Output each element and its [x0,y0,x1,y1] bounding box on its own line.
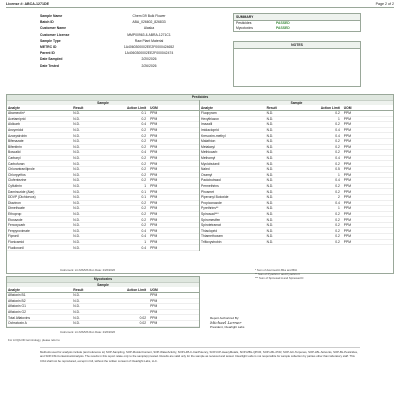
uom-cell: PPM [343,222,393,228]
mycotoxins-sub: Sample [7,282,199,287]
limit-cell: 0.4 [293,178,343,184]
pesticides-left-table [7,105,199,251]
limit-cell: 0.2 [293,183,343,189]
uom-cell: PPM [149,320,199,326]
analyte-cell: Methomyl [200,155,266,161]
info-value: 2/26/2026 [141,63,157,68]
analyte-cell: Acetamiprid [7,116,72,122]
info-value: 1A4060300002EE2F0000424652 [123,44,175,49]
column-header: Result [72,105,99,111]
uom-cell: PPM [343,200,393,206]
analyte-cell: Diazinon [7,200,72,206]
info-key: METRC ID [40,44,57,49]
pesticides-left-footnote: Instrument: LC-MS/MS Run Date: 2/26/2026 [60,268,116,272]
result-cell: N.D. [72,144,99,150]
result-cell: N.D. [72,245,99,251]
uom-cell: PPM [149,144,199,150]
summary-status: PASSED [276,21,290,25]
limit-cell: 0.1 [99,189,149,195]
analyte-cell: Trifloxystrobin [200,239,266,245]
result-cell: N.D. [72,155,99,161]
result-cell: N.D. [72,234,99,240]
analyte-cell: Ochratoxin A [7,320,72,326]
analyte-cell: Etoxazole [7,217,72,223]
analyte-cell: Boscalid [7,150,72,156]
limit-cell: 0.2 [293,189,343,195]
result-cell: N.D. [266,239,293,245]
info-value: MMP00963 & ABRA-1271C1 [127,32,171,37]
analyte-cell: Methiocarb [200,150,266,156]
analyte-cell: Clofentezine [7,178,72,184]
info-key: Batch ID [40,20,54,25]
result-cell: N.D. [266,228,293,234]
license-number: License #: ABCA-1271DE [6,2,50,6]
analyte-cell: Piperonyl Butoxide [200,194,266,200]
pesticides-panel [6,94,394,274]
limit-cell: 0.2 [293,161,343,167]
uom-cell: PPM [343,133,393,139]
column-header: Action Limit [99,287,149,293]
uom-cell: PPM [149,211,199,217]
uom-cell: PPM [343,111,393,117]
info-value: ABA_026602_826833 [132,20,166,25]
footnote-line: *** Sum of Spinosad A and Spinosad D [255,276,304,280]
column-header: Analyte [200,105,266,111]
uom-cell: PPM [149,133,199,139]
pesticides-right-footnotes [255,268,303,280]
result-cell: N.D. [266,194,293,200]
limit-cell: 0.2 [99,133,149,139]
analyte-cell: Aflatoxin B1 [7,293,72,299]
mycotoxins-footnote: Instrument: LC-MS/MS Run Date: 2/26/2026 [60,330,116,334]
result-cell: N.D. [266,161,293,167]
uom-cell: PPM [149,161,199,167]
limit-cell: 0.2 [99,178,149,184]
analyte-cell: Thiacloprid [200,228,266,234]
result-cell: N.D. [72,189,99,195]
result-cell: N.D. [72,320,99,326]
uom-cell: PPM [149,315,199,321]
limit-cell: 0.2 [99,138,149,144]
uom-cell: PPM [343,138,393,144]
analyte-cell: Spiromesifen [200,217,266,223]
limit-cell: 0.4 [293,127,343,133]
limit-cell: 0.4 [293,155,343,161]
analyte-cell: Phosmet [200,189,266,195]
uom-cell: PPM [343,150,393,156]
info-value: Raw Plant Material [134,38,164,43]
limit-cell: 0.4 [99,228,149,234]
analyte-cell: Kresoxim-methyl [200,133,266,139]
analyte-cell: DDVP (Dichlorvos) [7,194,72,200]
uom-cell: PPM [149,304,199,310]
pesticides-right-table [200,105,393,245]
result-cell: N.D. [266,122,293,128]
uom-cell: PPM [149,122,199,128]
uom-cell: PPM [149,189,199,195]
analyte-cell: Fipronil [7,234,72,240]
notes-title: NOTES [234,42,360,49]
uom-cell: PPM [149,293,199,299]
analyte-cell: Total Aflatoxins [7,315,72,321]
result-cell: N.D. [266,178,293,184]
limit-cell: 0.2 [293,150,343,156]
analyte-cell: Cyfluthrin [7,183,72,189]
limit-cell: 0.2 [293,144,343,150]
limit-cell: 0.2 [293,239,343,245]
analyte-cell: Carbofuran [7,161,72,167]
limit-cell: 0.2 [99,217,149,223]
uom-cell: PPM [149,217,199,223]
uom-cell: PPM [149,172,199,178]
uom-cell: PPM [149,206,199,212]
result-cell: N.D. [72,172,99,178]
uom-cell: PPM [343,206,393,212]
limit-cell: 0.02 [99,320,149,326]
uom-cell: PPM [149,200,199,206]
limit-cell: 0.4 [293,133,343,139]
analyte-cell: Spinosad*** [200,211,266,217]
info-key: Sample Type [40,38,61,43]
uom-cell: PPM [149,178,199,184]
uom-cell: PPM [149,239,199,245]
info-key: Sample Name [40,14,63,18]
result-cell: N.D. [72,178,99,184]
column-header: Result [72,287,99,293]
analyte-cell: Ethoprop [7,211,72,217]
result-cell: N.D. [266,150,293,156]
result-cell: N.D. [266,222,293,228]
result-cell: N.D. [72,315,99,321]
summary-status: PASSED [276,26,290,30]
uom-cell: PPM [149,127,199,133]
analyte-cell: Ancymidol [7,127,72,133]
limit-cell: 0.1 [99,194,149,200]
info-row [40,63,210,69]
info-key: Date Tested [40,63,59,68]
result-cell: N.D. [266,234,293,240]
uom-cell: PPM [343,234,393,240]
analyte-cell: Bifenazate [7,138,72,144]
analyte-cell: Flonicamid [7,239,72,245]
summary-title: SUMMARY [234,14,360,21]
limit-cell: 0.4 [99,234,149,240]
analyte-cell: Fenpyroximate [7,228,72,234]
limit-cell: 0.2 [293,228,343,234]
analyte-cell: Pyrethrins** [200,206,266,212]
result-cell: N.D. [266,166,293,172]
limit-cell: 0.2 [99,222,149,228]
column-header: Result [266,105,293,111]
limit-cell: 1 [293,116,343,122]
analyte-cell: Fenoxycarb [7,222,72,228]
analyte-cell: Imidacloprid [200,127,266,133]
analyte-cell: Aldicarb [7,122,72,128]
column-header: Analyte [7,287,72,293]
analyte-cell: Permethrins [200,183,266,189]
uom-cell: PPM [149,111,199,117]
info-value: 2/20/2026 [141,57,157,62]
result-cell: N.D. [72,298,99,304]
footnote-line: ** Sum of Pyrethrin I and Pyrethrin II [255,272,301,276]
result-cell: N.D. [266,206,293,212]
page-number: Page 2 of 2 [375,2,394,6]
analyte-cell: Carbaryl [7,155,72,161]
result-cell: N.D. [72,138,99,144]
result-cell: N.D. [72,217,99,223]
result-cell: N.D. [72,211,99,217]
limit-cell: 0.4 [99,245,149,251]
pesticides-right-title: Sample [200,100,393,105]
column-header: UOM [149,105,199,111]
uom-cell: PPM [149,138,199,144]
limit-cell: 0.2 [99,155,149,161]
limit-cell: 0.4 [293,200,343,206]
result-cell: N.D. [266,172,293,178]
result-cell: N.D. [266,200,293,206]
mycotoxins-panel [6,276,200,328]
info-value: 1A4060300002EE2F000042474 [124,51,174,56]
result-cell: N.D. [72,122,99,128]
analyte-cell: Propiconazole [200,200,266,206]
analyte-cell: Fludioxonil [7,245,72,251]
uom-cell: PPM [149,309,199,315]
analyte-cell: Chlorpyrifos [7,172,72,178]
limit-cell: 0.2 [293,222,343,228]
analyte-cell: Myclobutanil [200,161,266,167]
result-cell: N.D. [72,222,99,228]
summary-key: Mycotoxins [236,26,253,30]
uom-cell: PPM [343,217,393,223]
uom-cell: PPM [343,194,393,200]
uom-cell: PPM [343,183,393,189]
result-cell: N.D. [72,166,99,172]
analyte-cell: Aflatoxin B2 [7,298,72,304]
limit-cell: 1 [99,239,149,245]
uom-cell: PPM [343,116,393,122]
pesticides-left-title: Sample [7,100,199,105]
uom-cell: PPM [343,127,393,133]
limit-cell: 0.2 [293,111,343,117]
result-cell: N.D. [72,194,99,200]
table-row [7,245,199,251]
analyte-cell: Abamectin* [7,111,72,117]
uom-cell: PPM [343,122,393,128]
uom-cell: PPM [343,172,393,178]
limit-cell: 0.2 [99,116,149,122]
result-cell: N.D. [72,150,99,156]
uom-cell: PPM [149,183,199,189]
mycotoxins-table [7,287,199,327]
page-header [6,2,394,8]
limit-cell: 0.4 [99,122,149,128]
uom-cell: PPM [149,116,199,122]
result-cell: N.D. [266,211,293,217]
result-cell: N.D. [72,206,99,212]
limit-cell: 2 [293,194,343,200]
info-value: Alaska [143,26,155,31]
result-cell: N.D. [266,183,293,189]
limit-cell: 0.2 [99,144,149,150]
uom-cell: PPM [343,211,393,217]
result-cell: N.D. [72,183,99,189]
footnote-line: * Sum of Avermectin B1a and B1b [255,268,298,272]
result-cell: N.D. [72,116,99,122]
result-cell: N.D. [72,304,99,310]
analyte-cell: Metalaxyl [200,144,266,150]
analyte-cell: Aflatoxin G2 [7,309,72,315]
analyte-cell: Chlorantraniliprole [7,166,72,172]
result-cell: N.D. [72,127,99,133]
info-value: Chem D9 Bulk Flower [132,14,166,18]
limit-cell: 0.4 [99,150,149,156]
mycotoxins-title: Mycotoxins [7,277,199,282]
info-key: Date Sampled [40,57,63,62]
uom-cell: PPM [149,222,199,228]
analyte-cell: Hexythiazox [200,116,266,122]
result-cell: N.D. [72,228,99,234]
analyte-cell: Imazalil [200,122,266,128]
result-cell: N.D. [72,161,99,167]
result-cell: N.D. [72,133,99,139]
table-row [200,239,393,245]
uom-cell: PPM [343,189,393,195]
info-key: Parent ID [40,51,55,56]
limit-cell: 0.1 [99,111,149,117]
limit-cell: 1 [99,183,149,189]
pesticides-right [200,100,393,251]
uom-cell: PPM [343,178,393,184]
uom-cell: PPM [343,228,393,234]
result-cell: N.D. [266,127,293,133]
limit-cell: 0.2 [99,206,149,212]
result-cell: N.D. [266,144,293,150]
limit-cell: 0.2 [99,161,149,167]
analyte-cell: Bifenthrin [7,144,72,150]
limit-cell: 0.2 [293,217,343,223]
result-cell: N.D. [72,293,99,299]
result-cell: N.D. [266,217,293,223]
table-row [7,320,199,326]
result-cell: N.D. [72,200,99,206]
limit-cell: 1 [293,172,343,178]
pesticides-left [7,100,200,251]
analyte-cell: Spirotetramat [200,222,266,228]
analyte-cell: Fluopyram [200,111,266,117]
uom-cell: PPM [343,155,393,161]
limit-cell: 0.2 [99,127,149,133]
uom-cell: PPM [343,239,393,245]
result-cell: N.D. [266,133,293,139]
result-cell: N.D. [72,309,99,315]
analyte-cell: Aflatoxin G1 [7,304,72,310]
analyte-cell: Malathion [200,138,266,144]
column-header: Action Limit [293,105,343,111]
result-cell: N.D. [266,111,293,117]
signature-block [210,316,244,330]
column-header: UOM [149,287,199,293]
signature: Michael Lerner [210,319,242,325]
limit-cell: 0.2 [293,138,343,144]
result-cell: N.D. [72,111,99,117]
analyte-cell: Naled [200,166,266,172]
loq-note: For LOQ/LOD terminology, please refer to [8,338,60,342]
analyte-cell: Dimethoate [7,206,72,212]
uom-cell: PPM [343,144,393,150]
limit-cell: 0.2 [99,166,149,172]
summary-key: Pesticides [236,21,252,25]
notes-box [233,41,361,87]
limit-cell: 0.2 [293,211,343,217]
limit-cell: 0.2 [99,211,149,217]
analyte-cell: Oxamyl [200,172,266,178]
uom-cell: PPM [149,298,199,304]
signature-role: President, Clearlight Labs [210,325,245,329]
info-key: Customer Name [40,26,67,31]
limit-cell: 0.2 [99,200,149,206]
column-header: UOM [343,105,393,111]
summary-box [233,13,361,32]
uom-cell: PPM [149,150,199,156]
column-header: Analyte [7,105,72,111]
analyte-cell: Azoxystrobin [7,133,72,139]
limit-cell: 0.02 [99,315,149,321]
signature-label: Report Authorized By: [210,316,240,320]
summary-row [234,26,360,31]
limit-cell: 0.2 [99,172,149,178]
footer-text: Methods used for analysis include (and reference to) SOP-Sampling, SOP-MoisturContent, SOP-WaterActivity, SOP-HPLC-CanPotency, SOP-ICP-HeavyMetals, SOP-MBL-QPCR, SOP-LBL-PCR, SOP-GC-Terpenes, SOP-LBL-Solvents, SOP-BL-Pesticides, and SOP-FM-ContaminantAnalysis. The results in this report relate only to the sample(s) tested. Results are valid only for the sample as received and tested. Clearlight Labs is not responsible for sample collection by parties other than laboratory staff. This COA shall not be reproduced, except in full, without the written consent of Clearlight Labs, LLC. [40,347,360,363]
uom-cell: PPM [343,166,393,172]
result-cell: N.D. [266,138,293,144]
uom-cell: PPM [149,245,199,251]
uom-cell: PPM [149,166,199,172]
uom-cell: PPM [149,234,199,240]
pesticides-title: Pesticides [7,95,393,100]
uom-cell: PPM [149,228,199,234]
limit-cell: 0.2 [293,234,343,240]
result-cell: N.D. [266,116,293,122]
result-cell: N.D. [266,155,293,161]
result-cell: N.D. [266,189,293,195]
uom-cell: PPM [343,161,393,167]
analyte-cell: Thiamethoxam [200,234,266,240]
column-header: Action Limit [99,105,149,111]
limit-cell: 0.2 [293,122,343,128]
uom-cell: PPM [149,155,199,161]
info-key: Customer License [40,32,70,37]
analyte-cell: Paclobutrazol [200,178,266,184]
limit-cell: 0.5 [293,166,343,172]
result-cell: N.D. [72,239,99,245]
analyte-cell: Daminozide (Alar) [7,189,72,195]
uom-cell: PPM [149,194,199,200]
limit-cell: 1 [293,206,343,212]
sample-info [40,13,210,69]
